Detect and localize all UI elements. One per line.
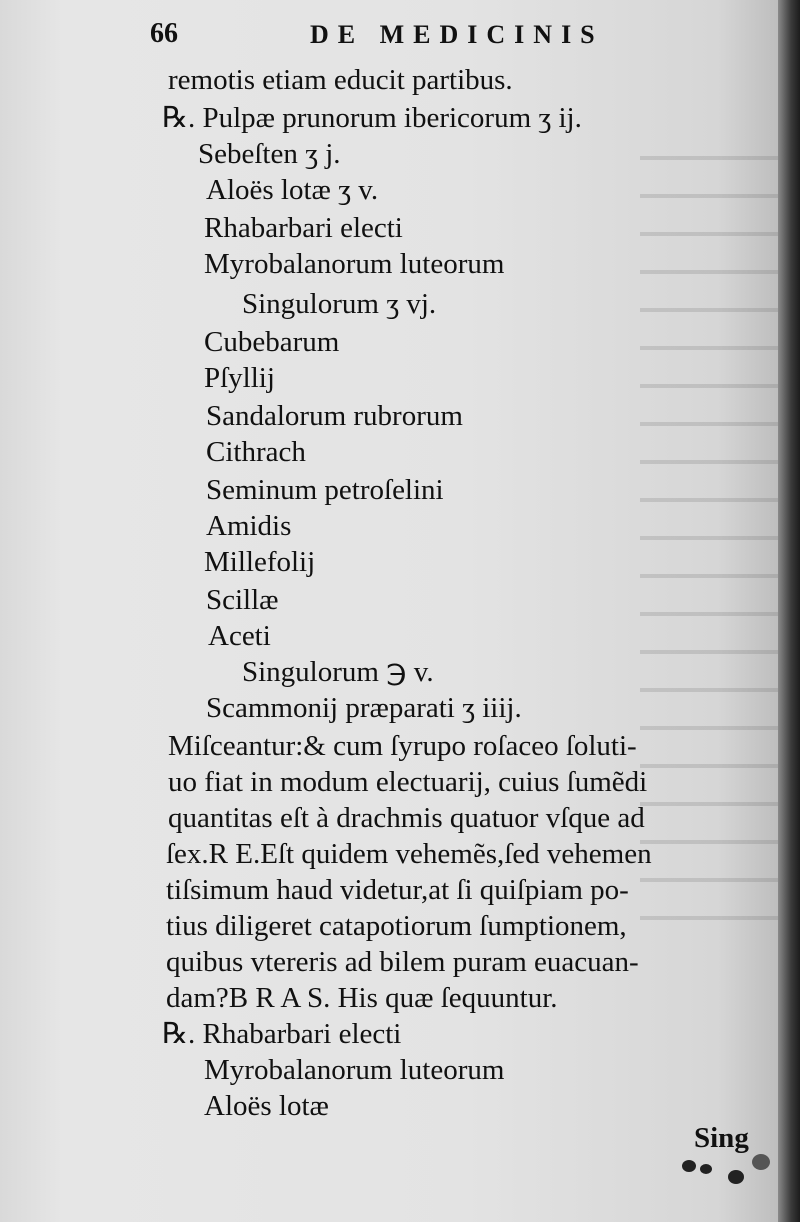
text-line: dam?B R A S. His quæ ſequuntur. <box>166 982 558 1014</box>
recipe-line: ℞. Pulpæ prunorum ibericorum ʒ ij. <box>162 102 582 134</box>
page-edge-shadow <box>778 0 800 1222</box>
bleed-through-text <box>640 130 780 950</box>
text-line: quibus vtereris ad bilem puram euacuan- <box>166 946 639 978</box>
ingredient-line: Sebeſten ʒ j. <box>198 138 341 170</box>
text-line: quantitas eſt à drachmis quatuor vſque ad <box>168 802 645 834</box>
ink-blot <box>728 1170 744 1184</box>
text-line: ſex.R E.Eſt quidem vehemẽs,ſed vehemen <box>166 838 652 870</box>
ingredient-line: Cubebarum <box>204 326 340 358</box>
ingredient-line: Amidis <box>206 510 292 542</box>
ingredient-line: Millefolij <box>204 546 316 578</box>
ink-blot <box>682 1160 696 1172</box>
ingredient-line: Aceti <box>208 620 271 652</box>
ingredient-line: Aloës lotæ <box>204 1090 329 1122</box>
running-title: DE MEDICINIS <box>310 20 604 49</box>
catchword: Sing <box>694 1122 749 1154</box>
ink-blot <box>752 1154 770 1170</box>
ingredient-line: Myrobalanorum luteorum <box>204 248 505 280</box>
ink-blot <box>700 1164 712 1174</box>
ingredient-line: Pſyllij <box>204 362 275 394</box>
ingredient-line: Myrobalanorum luteorum <box>204 1054 505 1086</box>
ingredient-line: Scillæ <box>206 584 279 616</box>
page-number: 66 <box>150 18 178 49</box>
ingredient-line: Rhabarbari electi <box>204 212 403 244</box>
ingredient-line: Cithrach <box>206 436 306 468</box>
text-line: Miſceantur:& cum ſyrupo roſaceo ſoluti- <box>168 730 637 762</box>
ingredient-line: Sandalorum rubrorum <box>206 400 463 432</box>
ingredient-line: Seminum petroſelini <box>206 474 444 506</box>
ingredient-line: Aloës lotæ ʒ v. <box>206 174 379 206</box>
text-line: remotis etiam educit partibus. <box>168 64 513 96</box>
recipe-line: ℞. Rhabarbari electi <box>162 1018 402 1050</box>
ingredient-line: Scammonij præparati ʒ iiij. <box>206 692 522 724</box>
dosage-line: Singulorum ℈ v. <box>242 656 434 688</box>
text-line: tius diligeret catapotiorum ſumptionem, <box>166 910 627 942</box>
text-line: tiſsimum haud videtur,at ſi quiſpiam po- <box>166 874 629 906</box>
text-line: uo fiat in modum electuarij, cuius ſumẽdi <box>168 766 648 798</box>
dosage-line: Singulorum ʒ vj. <box>242 288 437 320</box>
